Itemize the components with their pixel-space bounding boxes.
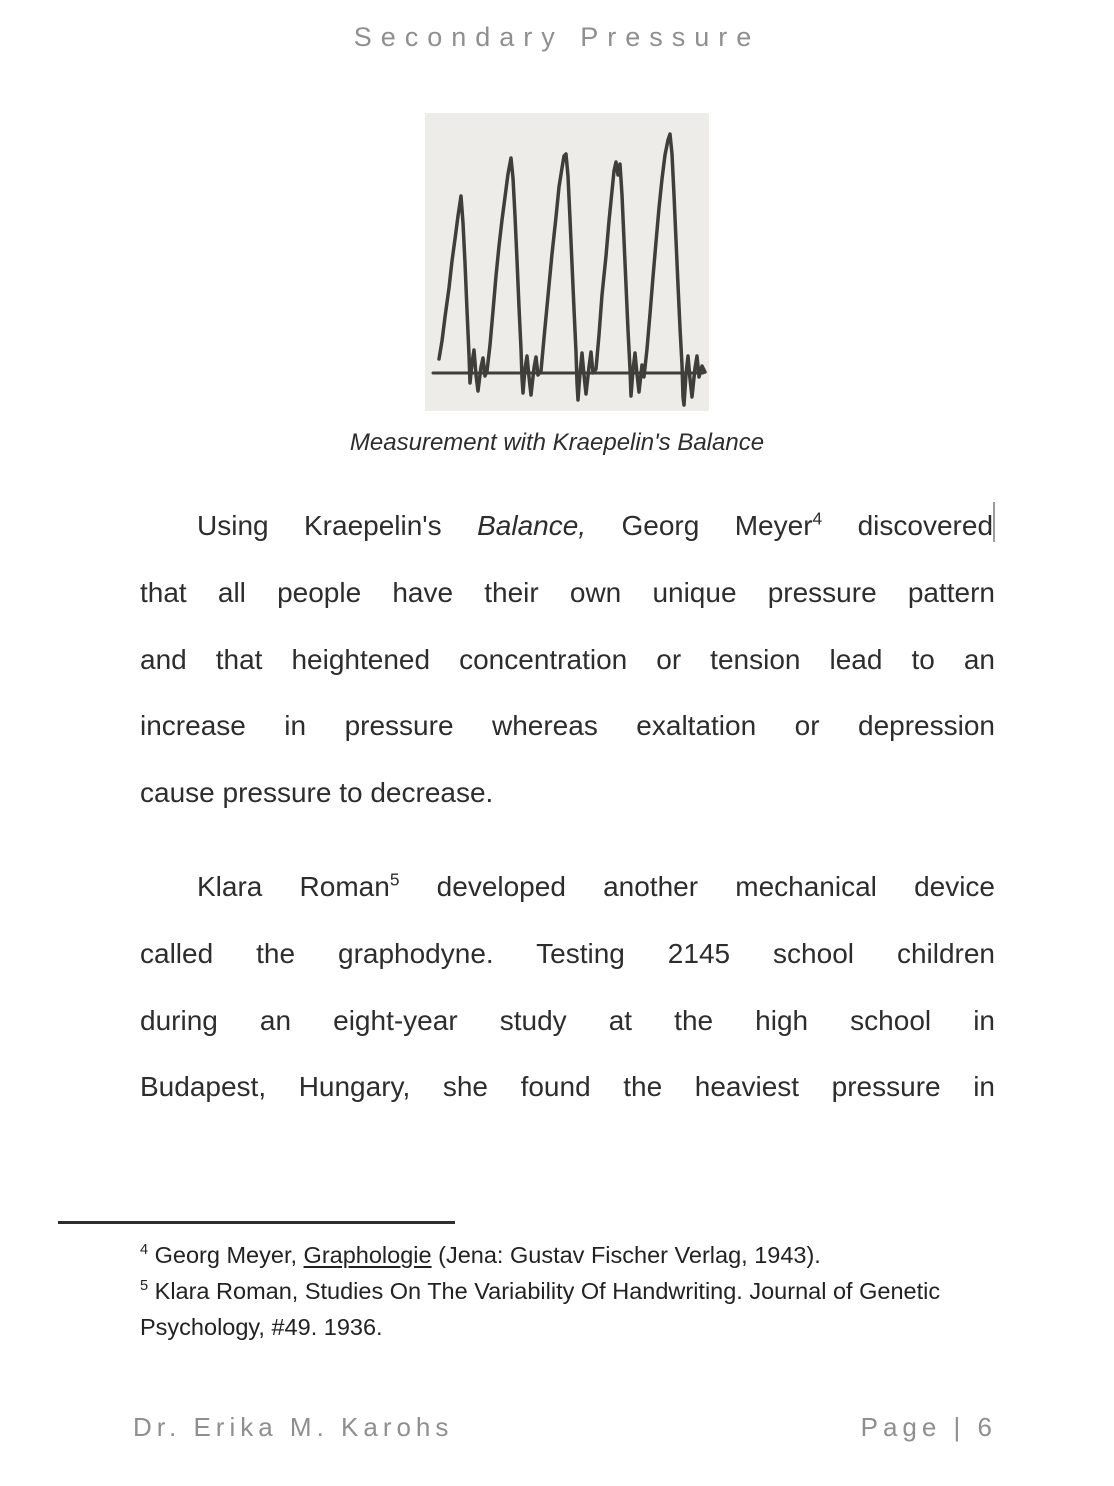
- figure-caption: Measurement with Kraepelin's Balance: [349, 429, 765, 456]
- footer-page-number: Page | 6: [860, 1412, 997, 1442]
- paragraph-line: [140, 854, 995, 921]
- text-segment: Budapest, Hungary, she found the heaviest pressure in: [140, 1071, 995, 1103]
- text-segment: Klara Roman, Studies On The Variability Of Handwriting. Journal of Genetic Psychology, #49. 1936.: [140, 1278, 941, 1341]
- footnote-separator-rule: [58, 1221, 455, 1224]
- pressure-trace-image: [425, 113, 709, 411]
- text-segment: discovered: [822, 510, 994, 541]
- text-segment: cause pressure to decrease.: [140, 777, 494, 809]
- text-cursor: [993, 502, 995, 542]
- superscript-ref: 5: [389, 869, 400, 890]
- text-segment: Using Kraepelin's: [197, 510, 478, 541]
- footnotes: [140, 1237, 995, 1345]
- paragraph-line: [140, 988, 995, 1055]
- superscript-ref: 5: [140, 1278, 149, 1295]
- footer-author: Dr. Erika M. Karohs: [133, 1412, 454, 1442]
- text-segment: called the graphodyne. Testing 2145 school children: [140, 937, 995, 969]
- superscript-ref: 4: [140, 1242, 149, 1259]
- text-segment: during an eight-year study at the high school in: [140, 1004, 995, 1036]
- body-paragraphs: [140, 493, 995, 1121]
- page-footer: [133, 1412, 997, 1443]
- page-header-title: Secondary Pressure: [353, 22, 761, 52]
- superscript-ref: 4: [812, 508, 823, 529]
- paragraph-line: [140, 1054, 995, 1121]
- text-segment: Georg Meyer: [586, 510, 813, 541]
- paragraph-line: [140, 760, 995, 827]
- text-segment: Balance,: [477, 510, 587, 541]
- text-segment: Graphologie: [303, 1242, 432, 1269]
- text-segment: Klara Roman: [197, 870, 390, 902]
- text-segment: that all people have their own unique pressure pattern: [140, 576, 995, 608]
- text-segment: Georg Meyer,: [148, 1242, 304, 1269]
- paragraph-line: [140, 693, 995, 760]
- paragraph-line: [140, 627, 995, 694]
- text-segment: developed another mechanical device: [399, 870, 996, 902]
- paragraph-line: [140, 560, 995, 627]
- footnote: [140, 1237, 995, 1273]
- figure: [425, 113, 709, 411]
- paragraph: [140, 493, 995, 827]
- footnote: [140, 1273, 995, 1345]
- text-segment: and that heightened concentration or tension lead to an: [140, 643, 995, 675]
- text-segment: (Jena: Gustav Fischer Verlag, 1943).: [431, 1242, 821, 1269]
- paragraph-line: [140, 493, 995, 560]
- paragraph-line: [140, 921, 995, 988]
- text-segment: increase in pressure whereas exaltation or depression: [140, 710, 995, 742]
- paragraph: [140, 854, 995, 1121]
